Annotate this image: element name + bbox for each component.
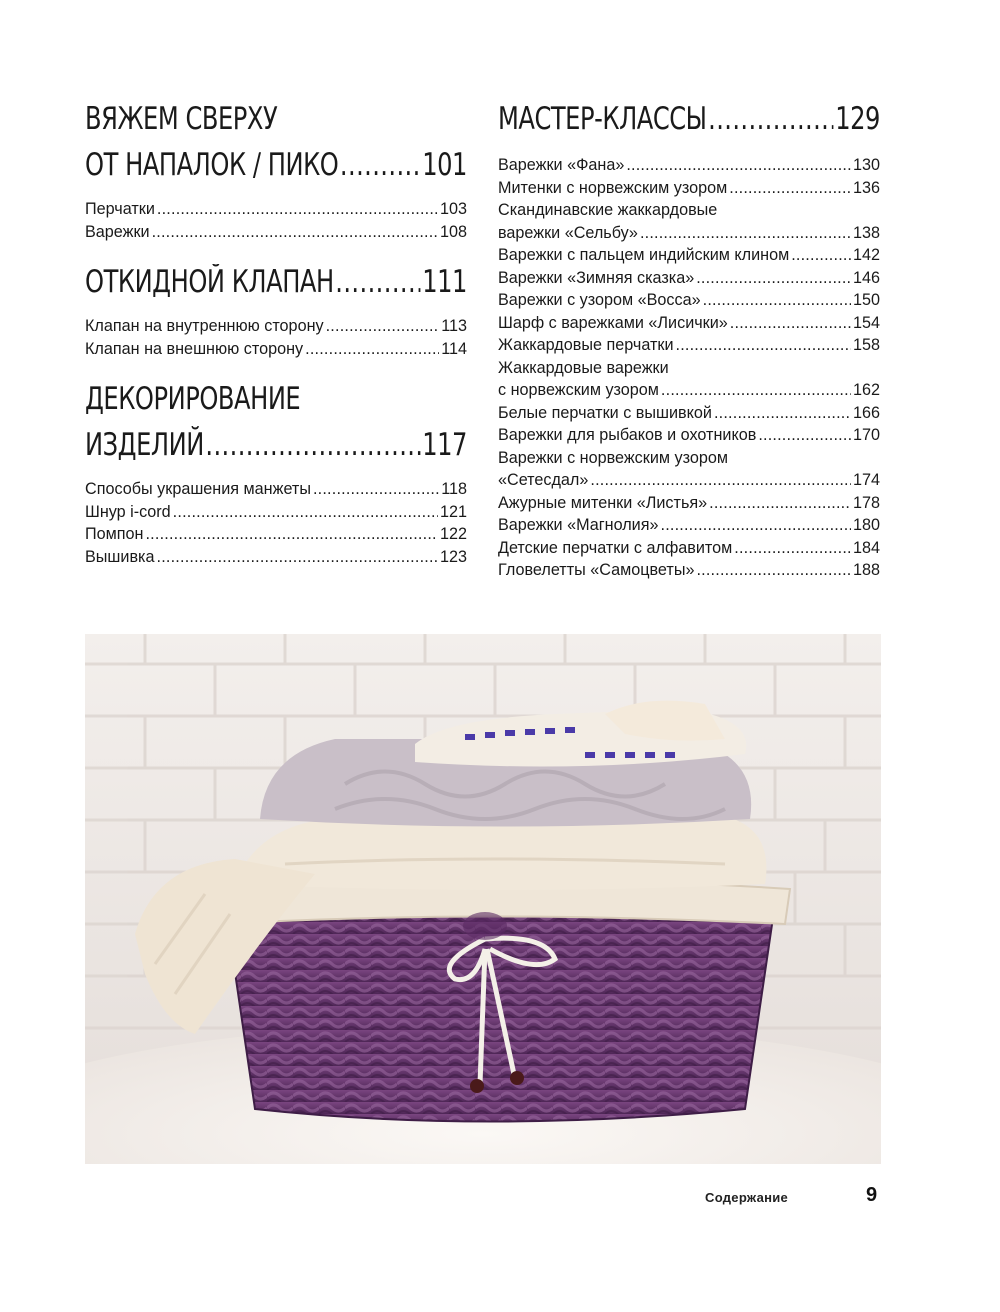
- section-entries: [498, 154, 880, 582]
- toc-entry-page: 122: [439, 525, 467, 543]
- dot-leader: [590, 469, 851, 492]
- dot-leader: [730, 312, 851, 335]
- toc-entry-title: Шарф с варежками «Лисички»: [498, 313, 728, 332]
- toc-entry-title: Митенки с норвежским узором: [498, 178, 728, 197]
- toc-entry: [85, 198, 467, 221]
- section-heading-row: [85, 142, 467, 188]
- toc-entry: [498, 244, 880, 267]
- toc-entry-title: Белые перчатки с вышивкой: [498, 403, 712, 422]
- section-heading-title: МАСТЕР-КЛАССЫ: [498, 101, 707, 137]
- dot-leader: [640, 222, 851, 245]
- section-heading-row: [85, 422, 467, 468]
- toc-entry-page: 188: [852, 561, 880, 579]
- toc-entry: [498, 492, 880, 515]
- dot-leader: [708, 96, 834, 142]
- dot-leader: [157, 198, 438, 221]
- toc-entry: [498, 402, 880, 425]
- toc-entry: [85, 338, 467, 361]
- rope-hole: [463, 912, 507, 940]
- toc-entry: [498, 469, 880, 492]
- section-heading: [85, 259, 467, 305]
- toc-entry: [498, 222, 880, 245]
- toc-entry-line: Скандинавские жаккардовые: [498, 201, 718, 219]
- toc-entry-title: «Сетесдал»: [498, 471, 589, 489]
- toc-entry-page: 138: [852, 223, 880, 242]
- toc-entry: [498, 514, 880, 537]
- dot-leader: [714, 402, 851, 425]
- toc-entry-page: 123: [439, 547, 467, 566]
- dot-leader: [676, 334, 851, 357]
- section-page-number: 117: [422, 427, 467, 463]
- toc-entry-page: 136: [852, 178, 880, 197]
- dot-leader: [661, 379, 851, 402]
- toc-entry-line: Варежки с норвежским узором: [498, 448, 728, 467]
- toc-entry-title: Варежки «Зимняя сказка»: [498, 268, 695, 287]
- toc-entry: [498, 537, 880, 560]
- toc-entry: [85, 315, 467, 338]
- toc-entry: [498, 154, 880, 177]
- toc-entry: [498, 177, 880, 200]
- section-heading-title: ИЗДЕЛИЙ: [85, 427, 204, 463]
- toc-entry-title: Варежки «Фана»: [498, 156, 625, 174]
- section-heading-row: [498, 96, 880, 142]
- dot-leader: [626, 154, 851, 177]
- toc-entry: [498, 267, 880, 290]
- section-page-number: 101: [422, 147, 467, 183]
- dot-leader: [340, 142, 421, 188]
- toc-entry-title: Варежки «Магнолия»: [498, 516, 659, 534]
- section-entries: [85, 198, 467, 243]
- toc-entry-page: 154: [852, 313, 880, 332]
- toc-entry-page: 158: [852, 336, 880, 354]
- section-page-number: 129: [835, 101, 880, 137]
- toc-entry-title: Способы украшения манжеты: [85, 480, 311, 498]
- toc-entry: [85, 523, 467, 546]
- toc-entry: [498, 289, 880, 312]
- section-entries: [85, 478, 467, 568]
- toc-entry-page: 180: [852, 516, 880, 534]
- toc-entry-title: Варежки с узором «Восса»: [498, 291, 701, 309]
- toc-entry-page: 162: [852, 381, 880, 399]
- section-heading-line: ДЕКОРИРОВАНИЕ: [85, 381, 301, 417]
- dot-leader: [696, 267, 851, 290]
- dot-leader: [335, 259, 420, 305]
- toc-entry-title: варежки «Сельбу»: [498, 223, 638, 242]
- wooden-bead: [470, 1079, 484, 1093]
- dot-leader: [729, 177, 851, 200]
- dot-leader: [173, 501, 438, 524]
- section-heading: [85, 376, 467, 468]
- toc-entry: [498, 334, 880, 357]
- dot-leader: [703, 289, 851, 312]
- footer-page-number: 9: [866, 1184, 878, 1206]
- toc-entry-page: 146: [852, 268, 880, 287]
- toc-entry-title: Варежки с пальцем индийским клином: [498, 246, 790, 264]
- section-heading-title: ОТКИДНОЙ КЛАПАН: [85, 264, 334, 300]
- wooden-bead: [510, 1071, 524, 1085]
- toc-entry-title: Клапан на внешнюю сторону: [85, 339, 304, 358]
- toc-entry-page: 113: [441, 317, 467, 335]
- section-entries: [85, 315, 467, 360]
- dot-leader: [661, 514, 851, 537]
- dot-leader: [696, 559, 851, 582]
- toc-entry: [85, 478, 467, 501]
- dot-leader: [313, 478, 439, 501]
- dot-leader: [709, 492, 851, 515]
- toc-entry-title: с норвежским узором: [498, 381, 659, 399]
- toc-entry-title: Помпон: [85, 525, 144, 543]
- toc-entry-title: Перчатки: [85, 200, 155, 218]
- dot-leader: [734, 537, 851, 560]
- toc-entry-page: 150: [852, 291, 880, 309]
- dot-leader: [145, 523, 438, 546]
- toc-entry-page: 108: [439, 222, 467, 241]
- section-heading: [498, 96, 880, 142]
- toc-entry-page: 103: [439, 200, 467, 218]
- toc-entry-title: Детские перчатки с алфавитом: [498, 538, 733, 557]
- dot-leader: [205, 422, 420, 468]
- toc-entry-page: 174: [852, 471, 880, 489]
- toc-entry: [498, 559, 880, 582]
- toc-entry: [85, 546, 467, 569]
- toc-entry-page: 121: [439, 502, 467, 521]
- section-page-number: 111: [422, 264, 467, 300]
- toc-entry-page: 170: [852, 426, 880, 444]
- toc-left-column: [85, 96, 467, 584]
- dot-leader: [305, 338, 439, 361]
- toc-entry-page: 184: [852, 538, 880, 557]
- toc-entry-page: 166: [852, 403, 880, 422]
- toc-entry-page: 114: [441, 339, 467, 358]
- toc-entry-title: Жаккардовые перчатки: [498, 336, 674, 354]
- footer-section-label: Содержание: [705, 1190, 789, 1205]
- section-heading: [85, 96, 467, 188]
- toc-entry-title: Клапан на внутреннюю сторону: [85, 317, 324, 335]
- toc-right-column: [498, 96, 880, 598]
- toc-entry: [85, 221, 467, 244]
- dot-leader: [157, 546, 438, 569]
- toc-entry-title: Шнур i-cord: [85, 502, 171, 521]
- section-heading-line: ВЯЖЕМ СВЕРХУ: [85, 101, 278, 137]
- dot-leader: [791, 244, 851, 267]
- toc-entry: [498, 424, 880, 447]
- dot-leader: [152, 221, 438, 244]
- dot-leader: [326, 315, 440, 338]
- toc-entry-title: Варежки: [85, 222, 150, 241]
- toc-entry: [498, 379, 880, 402]
- toc-entry: [85, 501, 467, 524]
- toc-entry-title: Вышивка: [85, 547, 155, 566]
- knitwear-basket-photo: [85, 634, 881, 1164]
- toc-entry-page: 142: [852, 246, 880, 264]
- toc-entry-title: Ажурные митенки «Листья»: [498, 493, 708, 512]
- toc-entry-page: 118: [441, 480, 467, 498]
- toc-entry-line: Жаккардовые варежки: [498, 358, 669, 377]
- toc-entry: [498, 312, 880, 335]
- toc-entry-page: 130: [852, 156, 880, 174]
- toc-entry-title: Гловелетты «Самоцветы»: [498, 561, 695, 579]
- section-heading-row: [85, 259, 467, 305]
- toc-entry-title: Варежки для рыбаков и охотников: [498, 426, 757, 444]
- dot-leader: [758, 424, 851, 447]
- toc-entry-page: 178: [852, 493, 880, 512]
- section-heading-title: ОТ НАПАЛОК / ПИКО: [85, 147, 339, 183]
